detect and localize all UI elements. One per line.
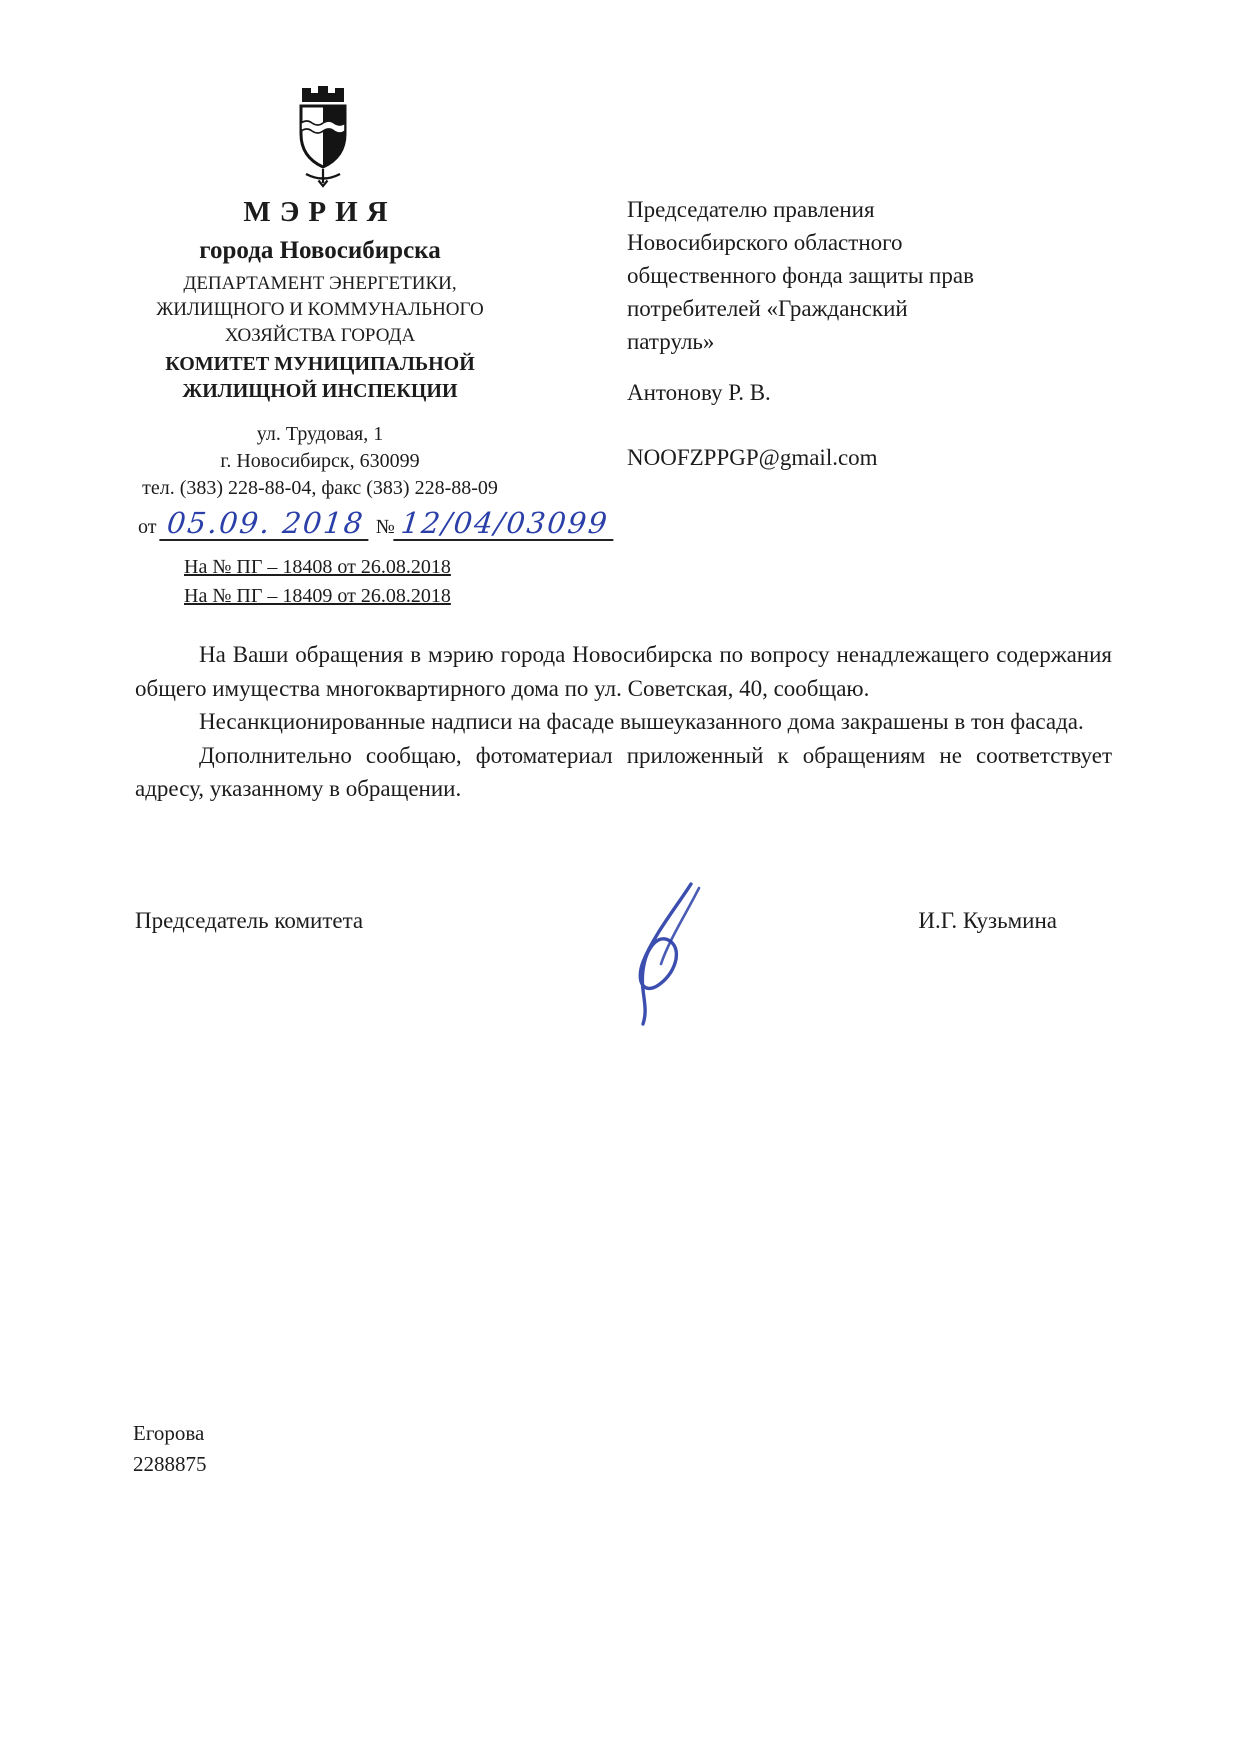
org-title-city: города Новосибирска [199, 237, 441, 264]
executor-name: Егорова [133, 1421, 205, 1445]
letter-body [135, 638, 1112, 806]
recipient-name: Антонову Р. В. [627, 380, 771, 405]
date-label: от [138, 516, 157, 538]
signature-block [135, 908, 1112, 1058]
recipient-line: Новосибирского областного [627, 230, 903, 255]
body-paragraph: Несанкционированные надписи на фасаде вышеуказанного дома закрашены в тон фасада. [199, 709, 1084, 734]
signer-name: И.Г. Кузьмина [918, 908, 1057, 933]
org-dept-line: ХОЗЯЙСТВА ГОРОДА [224, 325, 416, 346]
org-dept-line: ДЕПАРТАМЕНТ ЭНЕРГЕТИКИ, [183, 273, 457, 294]
org-address [118, 421, 522, 502]
recipient-line: потребителей «Гражданский [627, 296, 908, 321]
reference-line: На № ПГ – 18409 от 26.08.2018 [184, 585, 451, 607]
outgoing-date-number-line [118, 506, 611, 541]
recipient-line: патруль» [627, 329, 715, 354]
org-committee [118, 351, 522, 405]
handwritten-number: 12/04/03099 [393, 508, 616, 541]
handwritten-signature-icon [603, 878, 723, 1028]
body-paragraph: На Ваши обращения в мэрию города Новосибирска по вопросу ненадлежащего содержания общего имущества многоквартирного дома по ул. Советская, 40, сообщаю. [135, 642, 1112, 701]
org-title-mayoralty: МЭРИЯ [243, 196, 397, 228]
org-address-phone: тел. (383) 228-88-04, факс (383) 228-88-09 [142, 477, 498, 499]
reference-line: На № ПГ – 18408 от 26.08.2018 [184, 556, 451, 578]
executor-block [133, 1418, 207, 1480]
org-address-street: ул. Трудовая, 1 [256, 423, 384, 445]
recipient-line: Председателю правления [627, 197, 875, 222]
number-label: № [375, 516, 395, 538]
handwritten-date: 05.09. 2018 [160, 508, 373, 541]
recipient-line: общественного фонда защиты прав [627, 263, 974, 288]
executor-phone: 2288875 [133, 1452, 207, 1476]
letterhead [118, 196, 611, 611]
org-committee-line: КОМИТЕТ МУНИЦИПАЛЬНОЙ [165, 353, 475, 375]
body-paragraph: Дополнительно сообщаю, фотоматериал приложенный к обращениям не соответствует адресу, указанному в обращении. [135, 742, 1112, 801]
recipient-block [627, 193, 1087, 474]
org-department [118, 271, 522, 349]
signer-position: Председатель комитета [135, 908, 364, 933]
recipient-email: NOOFZPPGP@gmail.com [627, 445, 878, 470]
org-address-city: г. Новосибирск, 630099 [220, 450, 420, 472]
novosibirsk-coat-of-arms-icon [277, 82, 369, 188]
org-dept-line: ЖИЛИЩНОГО И КОММУНАЛЬНОГО [156, 299, 484, 320]
org-committee-line: ЖИЛИЩНОЙ ИНСПЕКЦИИ [182, 380, 458, 402]
reference-numbers [118, 553, 522, 611]
